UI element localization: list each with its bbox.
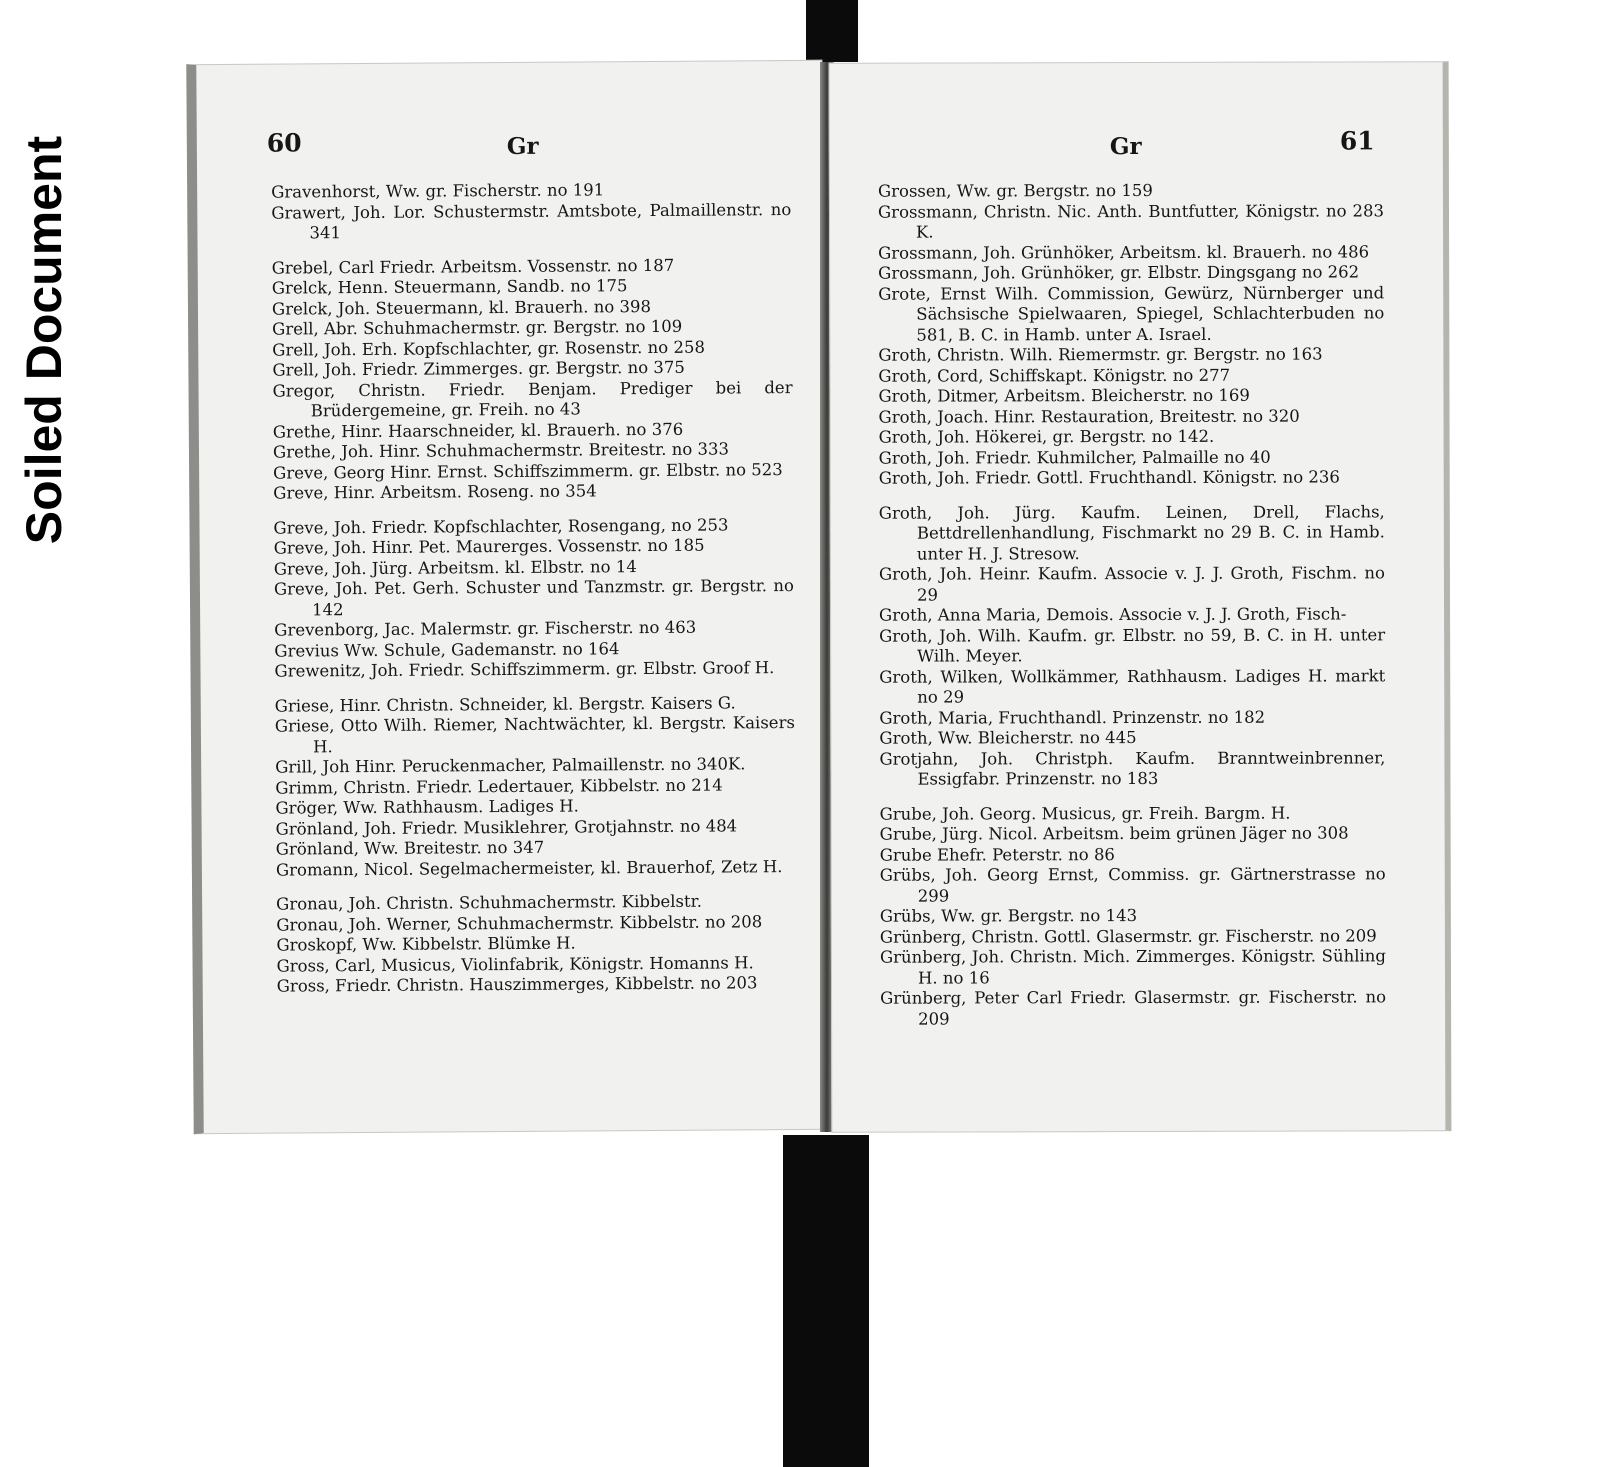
- list-item: Grawert, Joh. Lor. Schustermstr. Amtsbote, Palmaillenstr. no 341: [271, 199, 792, 243]
- list-item: Grevenborg, Jac. Malermstr. gr. Fischerstr. no 463: [274, 617, 697, 640]
- list-item: Groth, Maria, Fruchthandl. Prinzenstr. no 182: [879, 707, 1266, 728]
- list-item: Groth, Joach. Hinr. Restauration, Breitestr. no 320: [878, 406, 1300, 427]
- list-item: Grube, Joh. Georg. Musicus, gr. Freih. Bargm. H.: [879, 803, 1291, 824]
- list-item: Gregor, Christn. Friedr. Benjam. Prediger bei der Brüdergemeine, gr. Freih. no 43: [272, 377, 793, 421]
- list-item: Grönland, Joh. Friedr. Musiklehrer, Grotjahnstr. no 484: [275, 815, 738, 839]
- left-page-number: 60: [266, 128, 302, 158]
- list-item: Greve, Joh. Friedr. Kopfschlachter, Rosengang, no 253: [273, 514, 729, 538]
- list-item: Gronau, Joh. Christn. Schuhmachermstr. Kibbelstr.: [276, 891, 703, 914]
- right-page-number: 61: [1339, 126, 1375, 156]
- list-item: Grossen, Ww. gr. Bergstr. no 159: [877, 180, 1153, 201]
- list-item: Grelck, Joh. Steuermann, kl. Brauerh. no 398: [271, 296, 652, 319]
- list-item: Gröger, Ww. Rathhausm. Ladiges H.: [275, 796, 579, 818]
- list-item: Grell, Joh. Erh. Kopfschlachter, gr. Rosenstr. no 258: [272, 337, 705, 360]
- list-item: Grell, Joh. Friedr. Zimmerges. gr. Bergstr. no 375: [272, 357, 685, 380]
- list-item: Grethe, Joh. Hinr. Schuhmachermstr. Breitestr. no 333: [272, 439, 730, 462]
- left-page: [186, 60, 829, 1134]
- list-item: Greve, Joh. Jürg. Arbeitsm. kl. Elbstr. no 14: [273, 556, 637, 579]
- list-item: Groth, Joh. Heinr. Kaufm. Associe v. J. J. Groth, Fischm. no 29: [878, 563, 1385, 605]
- list-item: Grünberg, Peter Carl Friedr. Glasermstr. gr. Fischerstr. no 209: [880, 987, 1387, 1029]
- list-item: Gronau, Joh. Werner, Schuhmachermstr. Kibbelstr. no 208: [276, 911, 763, 935]
- list-item: Gromann, Nicol. Segelmachermeister, kl. Brauerhof, Zetz H.: [275, 856, 783, 880]
- list-item: Grünberg, Christn. Gottl. Glasermstr. gr. Fischerstr. no 209: [879, 925, 1377, 947]
- list-item: Gravenhorst, Ww. gr. Fischerstr. no 191: [271, 180, 605, 202]
- list-item: Grill, Joh Hinr. Peruckenmacher, Palmaillenstr. no 340K.: [275, 754, 746, 777]
- right-entry-list: [878, 180, 1386, 1029]
- list-item: Gross, Carl, Musicus, Violinfabrik, Königstr. Homanns H.: [276, 952, 754, 976]
- list-item: Grünberg, Joh. Christn. Mich. Zimmerges. Königstr. Sühling H. no 16: [879, 946, 1386, 988]
- right-page: [829, 61, 1452, 1133]
- list-item: Griese, Otto Wilh. Riemer, Nachtwächter, kl. Bergstr. Kaisers H.: [274, 713, 795, 756]
- list-item: Greve, Georg Hinr. Ernst. Schiffszimmerm. gr. Elbstr. no 523: [273, 459, 783, 483]
- list-item: Greve, Hinr. Arbeitsm. Roseng. no 354: [273, 481, 597, 503]
- list-item: Grübs, Ww. gr. Bergstr. no 143: [879, 906, 1138, 926]
- list-item: Grethe, Hinr. Haarschneider, kl. Brauerh. no 376: [272, 419, 684, 442]
- list-item: Grönland, Ww. Breitestr. no 347: [275, 837, 545, 859]
- list-item: Grebel, Carl Friedr. Arbeitsm. Vossenstr. no 187: [271, 255, 675, 278]
- list-item: Grote, Ernst Wilh. Commission, Gewürz, Nürnberger und Sächsische Spielwaaren, Spiegel, Schlachterbuden no 581, B. C. in Hamb. unter A. Israel.: [878, 282, 1385, 345]
- list-item: Grossmann, Joh. Grünhöker, Arbeitsm. kl. Brauerh. no 486: [878, 241, 1370, 263]
- open-book: [190, 62, 1450, 1137]
- list-item: Groth, Ww. Bleicherstr. no 445: [879, 728, 1137, 748]
- left-running-head: Gr: [506, 132, 539, 160]
- list-item: Gross, Friedr. Christn. Hauszimmerges, Kibbelstr. no 203: [276, 973, 758, 996]
- soiled-document-label: [14, 60, 74, 620]
- list-item: Groskopf, Ww. Kibbelstr. Blümke H.: [276, 933, 576, 955]
- spine-top: [806, 0, 858, 62]
- list-item: Grube, Jürg. Nicol. Arbeitsm. beim grünen Jäger no 308: [879, 823, 1349, 844]
- list-item: Grübs, Joh. Georg Ernst, Commiss. gr. Gärtnerstrasse no 299: [879, 864, 1386, 906]
- list-item: Grelck, Henn. Steuermann, Sandb. no 175: [271, 276, 628, 298]
- list-item: Grotjahn, Joh. Christph. Kaufm. Branntweinbrenner, Essigfabr. Prinzenstr. no 183: [879, 747, 1386, 789]
- list-item: Groth, Joh. Friedr. Kuhmilcher, Palmaille no 40: [878, 447, 1271, 468]
- list-item: Grossmann, Christn. Nic. Anth. Buntfutter, Königstr. no 283 K.: [877, 200, 1385, 242]
- list-item: Groth, Joh. Wilh. Kaufm. gr. Elbstr. no 59, B. C. in H. unter Wilh. Meyer.: [879, 624, 1386, 666]
- list-item: Groth, Joh. Friedr. Gottl. Fruchthandl. Königstr. no 236: [878, 467, 1340, 488]
- list-item: Grell, Abr. Schuhmachermstr. gr. Bergstr. no 109: [272, 316, 683, 339]
- list-item: Grewenitz, Joh. Friedr. Schiffszimmerm. gr. Elbstr. Groof H.: [274, 658, 775, 681]
- list-item: Grimm, Christn. Friedr. Ledertauer, Kibbelstr. no 214: [275, 775, 723, 798]
- list-item: Grossmann, Joh. Grünhöker, gr. Elbstr. Dingsgang no 262: [878, 262, 1360, 283]
- spine-bottom: [783, 1135, 869, 1467]
- list-item: Griese, Hinr. Christn. Schneider, kl. Bergstr. Kaisers G.: [274, 692, 736, 716]
- list-item: Groth, Joh. Jürg. Kaufm. Leinen, Drell, Flachs, Bettdrellenhandlung, Fischmarkt no 29 B. C. in Hamb. unter H. J. Stresow.: [878, 501, 1385, 564]
- list-item: Groth, Anna Maria, Demois. Associe v. J. J. Groth, Fisch-: [879, 604, 1347, 625]
- right-running-head: Gr: [1109, 132, 1142, 161]
- list-item: Groth, Wilken, Wollkämmer, Rathhausm. Ladiges H. markt no 29: [879, 665, 1386, 707]
- list-item: Groth, Ditmer, Arbeitsm. Bleicherstr. no 169: [878, 385, 1250, 406]
- list-item: Greve, Joh. Hinr. Pet. Maurerges. Vossenstr. no 185: [273, 535, 705, 558]
- soiled-document-label-text: Soiled Document: [16, 135, 72, 545]
- list-item: Grevius Ww. Schule, Gademanstr. no 164: [274, 638, 620, 661]
- list-item: Greve, Joh. Pet. Gerh. Schuster und Tanzmstr. gr. Bergstr. no 142: [273, 576, 794, 619]
- list-item: Groth, Joh. Hökerei, gr. Bergstr. no 142.: [878, 426, 1215, 447]
- list-item: Grube Ehefr. Peterstr. no 86: [879, 844, 1115, 865]
- list-item: Groth, Christn. Wilh. Riemermstr. gr. Bergstr. no 163: [878, 344, 1323, 365]
- list-item: Groth, Cord, Schiffskapt. Königstr. no 277: [878, 365, 1231, 386]
- left-entry-list: [271, 179, 797, 997]
